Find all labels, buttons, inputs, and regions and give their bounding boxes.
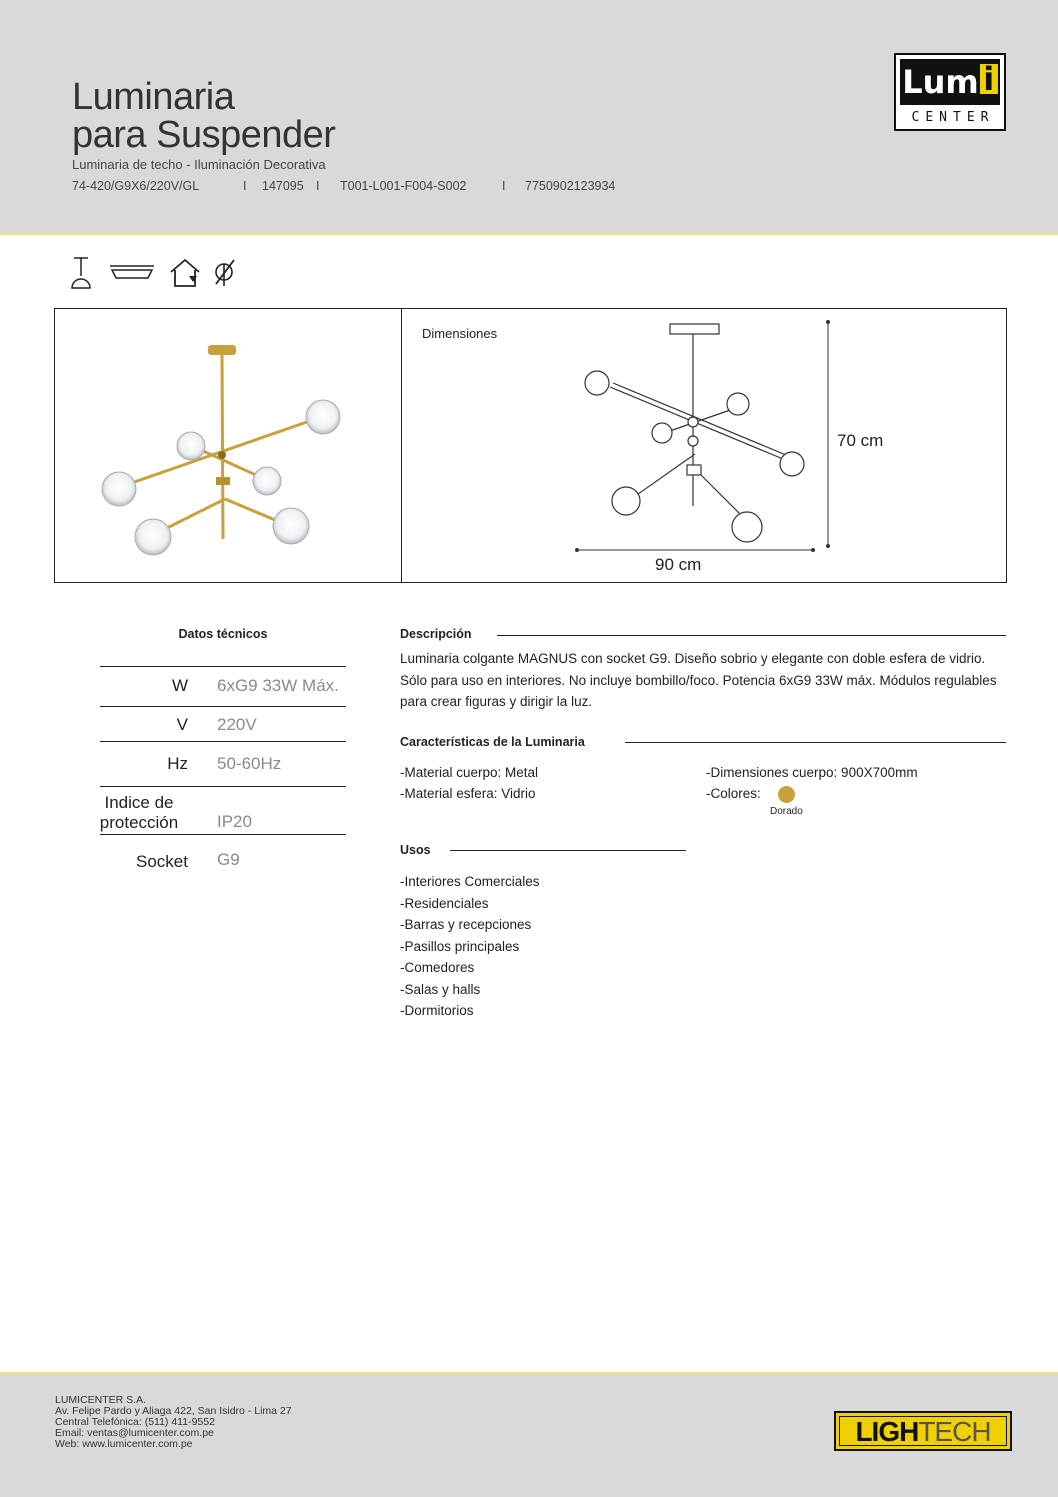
width-dimension: 90 cm [655, 555, 702, 574]
list-item: -Pasillos principales [400, 938, 520, 954]
model-code: 74-420/G9X6/220V/GL [72, 179, 200, 193]
tech-data-title: Datos técnicos [178, 627, 268, 641]
product-images-panel [54, 308, 1007, 583]
features-heading: Características de la Luminaria [400, 735, 585, 749]
company-name: LUMICENTER S.A. [55, 1394, 147, 1406]
tech-value: 50-60Hz [217, 754, 282, 773]
company-web[interactable]: Web: www.lumicenter.com.pe [55, 1438, 193, 1450]
lumicenter-logo [894, 53, 1006, 131]
tech-value: IP20 [217, 812, 252, 831]
lightech-logo [834, 1411, 1012, 1451]
title-line-1: Luminaria [72, 76, 235, 118]
brand-part-1: LIGH [855, 1416, 919, 1447]
tech-key-line-2: protección [99, 813, 179, 832]
logo-tagline: CENTER [911, 110, 995, 125]
feature-colors-label: -Colores: [706, 786, 761, 801]
company-address: Av. Felipe Pardo y Aliaga 422, San Isidro - Lima 27 [55, 1405, 292, 1417]
code-separator: I [316, 179, 320, 193]
code-separator: I [243, 179, 247, 193]
heading-rule [625, 742, 1006, 743]
uses-list [400, 871, 540, 1022]
brand-part-2: TECH [918, 1416, 991, 1447]
feature-icons [68, 256, 248, 292]
tech-key-line-1: Indice de [104, 793, 174, 812]
sku-code: 147095 [262, 179, 304, 193]
feature-material-sphere: -Material esfera: Vidrio [400, 786, 536, 801]
tech-value: G9 [217, 850, 240, 869]
list-item: -Residenciales [400, 895, 489, 911]
tech-value: 6xG9 33W Máx. [217, 676, 339, 695]
tech-key: Hz [167, 754, 188, 773]
uses-heading: Usos [400, 843, 431, 857]
tech-value: 220V [217, 715, 257, 734]
tech-key: Socket [136, 852, 188, 871]
indoor-house-icon [168, 256, 202, 292]
list-item: -Comedores [400, 960, 475, 975]
feature-dimensions: -Dimensiones cuerpo: 900X700mm [706, 765, 918, 780]
tech-row-voltage [100, 706, 346, 742]
tech-key [89, 793, 189, 833]
category-code: T001-L001-F004-S002 [340, 179, 467, 193]
tech-row-frequency [100, 741, 346, 786]
ceiling-mount-icon [108, 256, 156, 292]
title-line-2: para Suspender [72, 114, 336, 156]
feature-material-body: -Material cuerpo: Metal [400, 765, 539, 780]
no-dimmer-icon [212, 256, 238, 292]
tech-row-watts [100, 666, 346, 707]
logo-accent-letter: i [980, 64, 998, 94]
heading-rule [497, 635, 1006, 636]
pendant-lamp-icon [68, 256, 94, 292]
list-item: -Dormitorios [400, 1003, 474, 1018]
barcode-number: 7750902123934 [525, 179, 616, 193]
list-item: -Interiores Comerciales [400, 874, 540, 889]
logo-word: Lum [902, 63, 979, 101]
code-separator: I [502, 179, 506, 193]
list-item: -Barras y recepciones [400, 917, 532, 932]
tech-row-socket [100, 834, 346, 874]
color-swatch-gold [778, 786, 795, 803]
subtitle: Luminaria de techo - Iluminación Decorativa [72, 157, 326, 172]
dimensions-label: Dimensiones [422, 326, 498, 341]
company-phone: Central Telefónica: (511) 411-9552 [55, 1416, 215, 1428]
tech-key: V [176, 715, 188, 734]
heading-rule [450, 850, 686, 851]
list-item: -Salas y halls [400, 981, 481, 997]
tech-row-protection [100, 786, 346, 834]
page-title [72, 78, 335, 154]
description-text: Luminaria colgante MAGNUS con socket G9. Diseño sobrio y elegante con doble esfera de vidrio. Sólo para uso en interiores. No incluye bombillo/foco. Potencia 6xG9 33W máx. Módulos regulables para crear figuras y dirigir la luz. [400, 651, 997, 709]
color-name: Dorado [770, 806, 803, 817]
tech-key: W [171, 676, 188, 695]
company-info [55, 1395, 292, 1450]
description-heading: Descripción [400, 627, 472, 641]
company-email[interactable]: Email: ventas@lumicenter.com.pe [55, 1427, 214, 1439]
height-dimension: 70 cm [837, 431, 884, 450]
